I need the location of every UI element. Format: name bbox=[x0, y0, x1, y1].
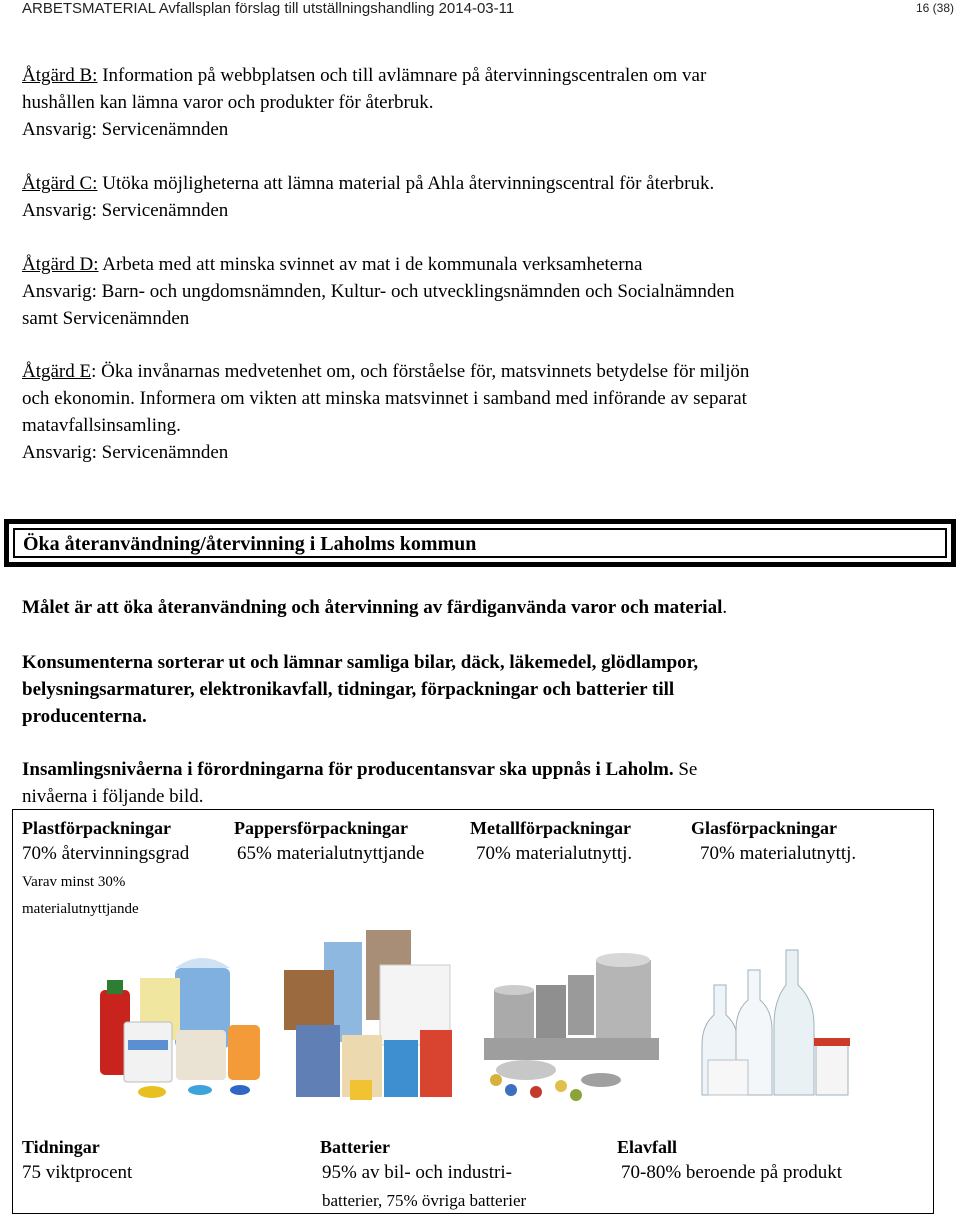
measure-b-text2: hushållen kan lämna varor och produkter för återbruk. bbox=[22, 92, 434, 113]
measure-b-text: Information på webbplatsen och till avlämnare på återvinningscentralen om var bbox=[97, 65, 707, 86]
level-glas-name: Glasförpackningar bbox=[691, 818, 838, 838]
measure-c-responsible: Ansvarig: Servicenämnden bbox=[22, 200, 229, 221]
collection-line2: nivåerna i följande bild. bbox=[22, 786, 204, 807]
level-batterier-value: 95% av bil- och industri- bbox=[322, 1162, 512, 1183]
consumers-paragraph bbox=[22, 649, 942, 730]
level-metall-value: 70% materialutnyttj. bbox=[476, 843, 633, 864]
collection-bold: Insamlingsnivåerna i förordningarna för producentansvar ska uppnås i Laholm. bbox=[22, 759, 674, 780]
measure-d-responsible2: samt Servicenämnden bbox=[22, 308, 190, 329]
goal-heading: Öka återanvändning/återvinning i Laholms kommun bbox=[23, 533, 477, 555]
measure-d-text: Arbeta med att minska svinnet av mat i de kommunala verksamheterna bbox=[98, 254, 643, 275]
page-number: 16 (38) bbox=[915, 1, 954, 15]
header-title: ARBETSMATERIAL Avfallsplan förslag till utställningshandling 2014-03-11 bbox=[22, 0, 515, 17]
measure-d-label: Åtgärd D: bbox=[22, 254, 99, 275]
collection-paragraph bbox=[22, 756, 942, 810]
level-plast-note2: materialutnyttjande bbox=[22, 901, 139, 917]
level-batterier-name: Batterier bbox=[320, 1137, 390, 1157]
level-glas-value: 70% materialutnyttj. bbox=[700, 843, 857, 864]
measure-c-label: Åtgärd C: bbox=[22, 173, 98, 194]
goal-text: Målet är att öka återanvändning och återvinning av färdiganvända varor och material bbox=[22, 597, 723, 618]
level-elavfall-name: Elavfall bbox=[617, 1137, 678, 1157]
level-plast-value: 70% återvinningsgrad bbox=[22, 843, 190, 864]
consumers-line3: producenterna. bbox=[22, 706, 147, 727]
paper-packaging-image bbox=[284, 930, 464, 1105]
consumers-line1: Konsumenterna sorterar ut och lämnar samliga bilar, däck, läkemedel, glödlampor, bbox=[22, 652, 699, 673]
measure-e-responsible: Ansvarig: Servicenämnden bbox=[22, 442, 229, 463]
measure-c bbox=[22, 170, 942, 224]
level-elavfall-value: 70-80% beroende på produkt bbox=[621, 1162, 843, 1183]
measure-b-label: Åtgärd B: bbox=[22, 65, 98, 86]
measure-e-text: : Öka invånarnas medvetenhet om, och förståelse för, matsvinnets betydelse för miljön bbox=[91, 361, 750, 382]
measure-d bbox=[22, 251, 942, 332]
measure-e-text3: matavfallsinsamling. bbox=[22, 415, 181, 436]
measure-e bbox=[22, 358, 942, 466]
level-papper-value: 65% materialutnyttjande bbox=[237, 843, 425, 864]
consumers-line2: belysningsarmaturer, elektronikavfall, tidningar, förpackningar och batterier till bbox=[22, 679, 675, 700]
measure-d-responsible: Ansvarig: Barn- och ungdomsnämnden, Kultur- och utvecklingsnämnden och Socialnämnden bbox=[22, 281, 735, 302]
level-plast-note1: Varav minst 30% bbox=[22, 874, 126, 890]
level-metall-name: Metallförpackningar bbox=[470, 818, 631, 838]
metal-packaging-image bbox=[476, 930, 666, 1105]
goal-paragraph bbox=[22, 594, 942, 621]
level-plast-name: Plastförpackningar bbox=[22, 818, 172, 838]
level-papper-name: Pappersförpackningar bbox=[234, 818, 409, 838]
page-header bbox=[0, 0, 960, 16]
plastic-packaging-image bbox=[80, 930, 270, 1105]
measure-b bbox=[22, 62, 942, 143]
glass-packaging-image bbox=[686, 930, 861, 1105]
level-tidningar-name: Tidningar bbox=[22, 1137, 100, 1157]
measure-b-responsible: Ansvarig: Servicenämnden bbox=[22, 119, 229, 140]
measure-e-text2: och ekonomin. Informera om vikten att minska matsvinnet i samband med införande av separat bbox=[22, 388, 747, 409]
goal-period: . bbox=[722, 597, 728, 618]
level-tidningar-value: 75 viktprocent bbox=[22, 1162, 133, 1183]
measure-e-label: Åtgärd E bbox=[22, 361, 92, 382]
measure-c-text: Utöka möjligheterna att lämna material på Ahla återvinningscentral för återbruk. bbox=[97, 173, 715, 194]
collection-normal: Se bbox=[673, 759, 698, 780]
goal-heading-box bbox=[4, 519, 956, 567]
level-batterier-value2: batterier, 75% övriga batterier bbox=[322, 1191, 527, 1210]
